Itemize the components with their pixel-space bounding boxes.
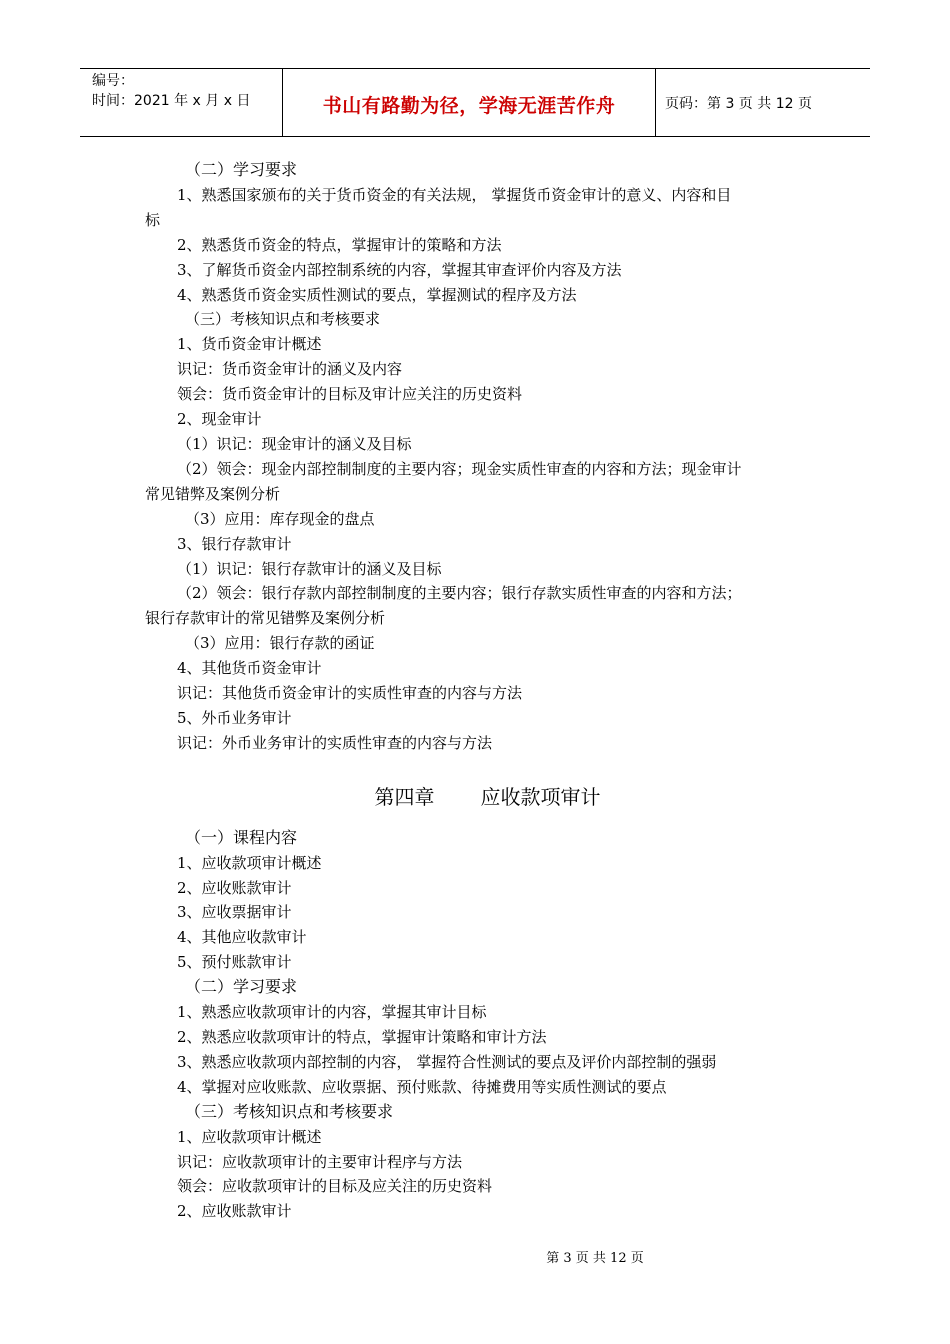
text-line: 识记：应收款项审计的主要审计程序与方法 [177, 1152, 463, 1171]
text-line: 1、货币资金审计概述 [177, 335, 322, 354]
section-heading: （二）学习要求 [185, 160, 298, 179]
document-body [145, 158, 810, 1224]
document-number-label: 编号： [92, 73, 134, 89]
text-line: （2）领会：银行存款内部控制制度的主要内容；银行存款实质性审查的内容和方法； [177, 584, 742, 603]
text-line: 4、其他货币资金审计 [177, 659, 322, 678]
text-line: 2、现金审计 [177, 410, 262, 429]
text-line: 3、了解货币资金内部控制系统的内容，掌握其审查评价内容及方法 [177, 260, 622, 279]
text-line: 1、应收款项审计概述 [177, 1127, 322, 1146]
chapter-heading [145, 756, 810, 826]
text-line: （1）识记：银行存款审计的涵义及目标 [177, 559, 442, 578]
text-line: （2）领会：现金内部控制制度的主要内容；现金实质性审查的内容和方法；现金审计 [177, 459, 742, 478]
page-header [80, 68, 870, 137]
header-motto: 书山有路勤为径，学海无涯苦作舟 [322, 95, 616, 117]
text-line: 识记：货币资金审计的涵义及内容 [177, 360, 403, 379]
header-page-cell [655, 69, 870, 136]
header-motto-cell [282, 69, 656, 136]
text-line: 1、熟悉应收款项审计的内容，掌握其审计目标 [177, 1003, 487, 1022]
text-line: 2、应收账款审计 [177, 1202, 292, 1221]
text-line: 2、熟悉货币资金的特点，掌握审计的策略和方法 [177, 235, 502, 254]
text-line: 标 [145, 210, 161, 229]
text-line: 2、熟悉应收款项审计的特点，掌握审计策略和审计方法 [177, 1028, 547, 1046]
text-line: 3、熟悉应收款项内部控制的内容， 掌握符合性测试的要点及评价内部控制的强弱 [177, 1052, 717, 1071]
chapter-title: 应收款项审计 [480, 784, 601, 809]
text-line: （3）应用：库存现金的盘点 [185, 509, 375, 528]
section-heading: （二）学习要求 [185, 977, 298, 997]
section-heading: （一）课程内容 [185, 827, 298, 847]
text-line: 银行存款审计的常见错弊及案例分析 [145, 609, 386, 628]
text-line: 1、熟悉国家颁布的关于货币资金的有关法规， 掌握货币资金审计的意义、内容和目 [177, 185, 732, 204]
text-line: 领会：应收款项审计的目标及应关注的历史资料 [177, 1177, 493, 1196]
text-line: 1、应收款项审计概述 [177, 853, 322, 872]
text-line: 4、其他应收款审计 [177, 928, 307, 947]
text-line: （1）识记：现金审计的涵义及目标 [177, 434, 412, 453]
text-line: 4、熟悉货币资金实质性测试的要点，掌握测试的程序及方法 [177, 285, 577, 304]
header-page-code: 页码：第 3 页 共 12 页 [665, 96, 812, 112]
header-meta-cell [80, 69, 282, 136]
section-heading: （三）考核知识点和考核要求 [185, 310, 381, 329]
text-line: 识记：外币业务审计的实质性审查的内容与方法 [177, 733, 493, 752]
text-line: （3）应用：银行存款的函证 [185, 634, 375, 653]
text-line: 常见错弊及案例分析 [145, 484, 281, 503]
text-line: 领会：货币资金审计的目标及审计应关注的历史资料 [177, 385, 523, 404]
document-time-label: 时间：2021 年 x 月 x 日 [92, 93, 251, 109]
text-line: 2、应收账款审计 [177, 878, 292, 897]
text-line: 4、掌握对应收账款、应收票据、预付账款、待摊费用等实质性测试的要点 [177, 1077, 667, 1096]
section-heading: （三）考核知识点和考核要求 [185, 1101, 394, 1121]
page-footer: 第 3 页 共 12 页 [546, 1251, 644, 1266]
text-line: 5、外币业务审计 [177, 708, 292, 727]
text-line: 识记：其他货币资金审计的实质性审查的内容与方法 [177, 684, 523, 703]
text-line: 5、预付账款审计 [177, 953, 292, 972]
text-line: 3、应收票据审计 [177, 903, 292, 922]
chapter-number: 第四章 [374, 784, 435, 809]
text-line: 3、银行存款审计 [177, 534, 292, 553]
